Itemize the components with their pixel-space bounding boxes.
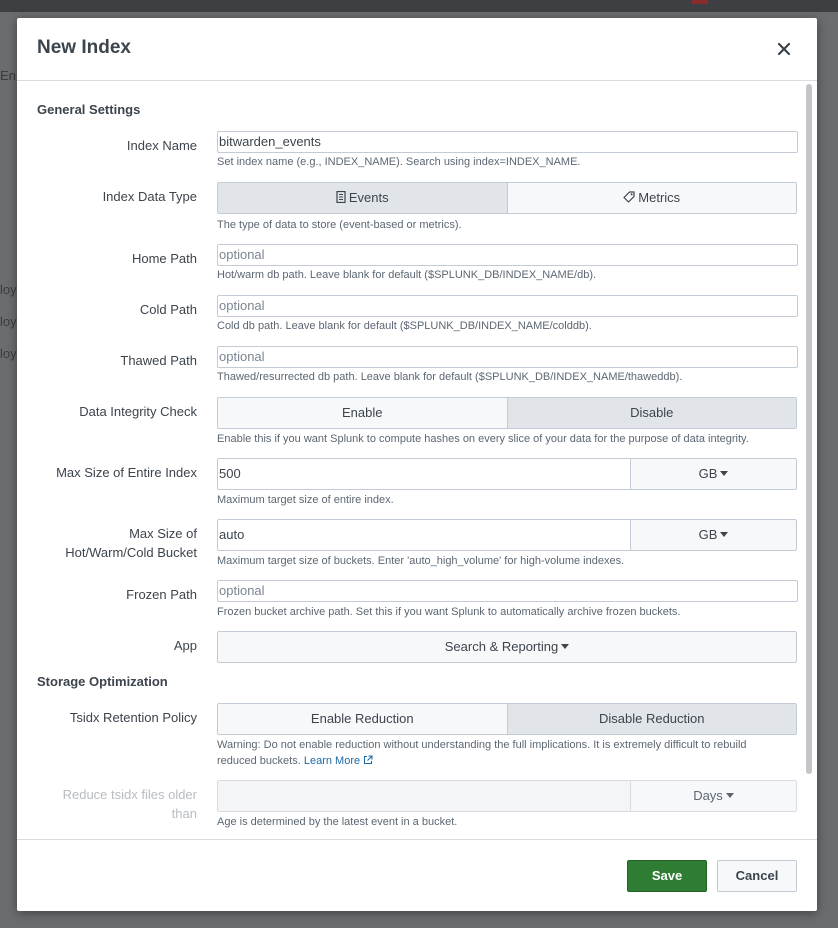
max-bucket-size-label-line2: Hot/Warm/Cold Bucket xyxy=(65,545,197,560)
max-bucket-size-unit-value: GB xyxy=(698,527,718,542)
home-path-help: Hot/warm db path. Leave blank for default ($SPLUNK_DB/INDEX_NAME/db). xyxy=(217,269,597,281)
reduce-tsidx-label-line2: than xyxy=(171,806,197,821)
data-type-events-label: Events xyxy=(348,190,389,205)
max-bucket-size-input[interactable]: auto xyxy=(217,519,632,551)
learn-more-link[interactable] xyxy=(304,755,373,767)
background-text: loy xyxy=(0,282,17,297)
background-alert-marker xyxy=(692,0,708,4)
home-path-input[interactable]: optional xyxy=(217,244,798,266)
integrity-label: Data Integrity Check xyxy=(79,404,197,419)
background-topbar xyxy=(0,0,838,12)
background-text: loy xyxy=(0,314,17,329)
reduce-tsidx-help: Age is determined by the latest event in a bucket. xyxy=(217,816,458,828)
app-select[interactable] xyxy=(217,631,797,663)
chevron-down-icon xyxy=(726,793,734,798)
thawed-path-label: Thawed Path xyxy=(120,353,197,368)
close-button[interactable] xyxy=(773,38,795,60)
enable-reduction-button[interactable]: Enable Reduction xyxy=(218,704,507,734)
thawed-path-input[interactable]: optional xyxy=(217,346,798,368)
frozen-path-input[interactable]: optional xyxy=(217,580,798,602)
integrity-help: Enable this if you want Splunk to compute hashes on every slice of your data for the purpose of data integrity. xyxy=(217,433,749,445)
index-name-help: Set index name (e.g., INDEX_NAME). Search using index=INDEX_NAME. xyxy=(217,156,581,168)
chevron-down-icon xyxy=(561,644,569,649)
max-bucket-size-help: Maximum target size of buckets. Enter 'auto_high_volume' for high-volume indexes. xyxy=(217,555,625,567)
frozen-path-help: Frozen bucket archive path. Set this if you want Splunk to automatically archive frozen buckets. xyxy=(217,606,681,618)
thawed-path-help: Thawed/resurrected db path. Leave blank for default ($SPLUNK_DB/INDEX_NAME/thaweddb). xyxy=(217,371,683,383)
data-type-events-button[interactable] xyxy=(218,183,507,213)
index-name-label: Index Name xyxy=(126,138,197,153)
external-link-icon xyxy=(363,755,373,765)
modal-title: New Index xyxy=(37,37,131,58)
section-storage-optimization: Storage Optimization xyxy=(37,674,168,689)
modal-body xyxy=(17,81,817,838)
new-index-modal xyxy=(17,18,817,911)
max-index-size-input[interactable]: 500 xyxy=(217,458,632,490)
tsidx-policy-label: Tsidx Retention Policy xyxy=(69,710,197,725)
scrollbar-thumb[interactable] xyxy=(806,84,812,774)
max-index-size-help: Maximum target size of entire index. xyxy=(217,494,394,506)
reduce-tsidx-unit-value: Days xyxy=(693,788,723,803)
reduce-tsidx-input[interactable] xyxy=(217,780,632,812)
max-index-size-unit-select[interactable] xyxy=(630,458,797,490)
data-type-label: Index Data Type xyxy=(102,189,197,204)
frozen-path-label: Frozen Path xyxy=(126,587,197,602)
app-select-value: Search & Reporting xyxy=(444,639,559,654)
modal-footer xyxy=(17,839,817,912)
tag-icon xyxy=(623,184,635,214)
reduce-tsidx-label xyxy=(63,785,197,823)
cold-path-input[interactable]: optional xyxy=(217,295,798,317)
reduce-tsidx-unit-select[interactable] xyxy=(630,780,797,812)
close-icon xyxy=(773,38,795,60)
home-path-label: Home Path xyxy=(131,251,197,266)
tsidx-policy-toggle xyxy=(217,703,797,735)
learn-more-label: Learn More xyxy=(303,755,361,767)
data-type-metrics-label: Metrics xyxy=(638,190,681,205)
data-type-toggle xyxy=(217,182,797,214)
integrity-enable-button[interactable]: Enable xyxy=(218,398,507,428)
background-text: En xyxy=(0,68,16,83)
tsidx-warning-line2 xyxy=(217,753,802,769)
app-label: App xyxy=(173,638,197,653)
reduce-tsidx-label-line1: Reduce tsidx files older xyxy=(62,787,197,802)
index-name-input[interactable]: bitwarden_events xyxy=(217,131,798,153)
modal-header xyxy=(17,18,817,81)
tsidx-warning-line1: Warning: Do not enable reduction without understanding the full implications. It is extremely difficult to rebuild xyxy=(217,739,747,751)
data-type-metrics-button[interactable] xyxy=(507,183,797,213)
cancel-button[interactable]: Cancel xyxy=(717,860,797,892)
chevron-down-icon xyxy=(720,471,728,476)
chevron-down-icon xyxy=(720,532,728,537)
max-index-size-unit-value: GB xyxy=(698,466,718,481)
integrity-toggle xyxy=(217,397,797,429)
background-text: loy xyxy=(0,346,17,361)
max-bucket-size-unit-select[interactable] xyxy=(630,519,797,551)
cold-path-label: Cold Path xyxy=(139,302,197,317)
modal-scrollbar[interactable] xyxy=(805,84,813,839)
integrity-disable-button[interactable]: Disable xyxy=(507,398,797,428)
data-type-help: The type of data to store (event-based or metrics). xyxy=(217,219,462,231)
tsidx-policy-help xyxy=(217,737,802,769)
save-button[interactable]: Save xyxy=(627,860,707,892)
section-general-settings: General Settings xyxy=(37,102,141,117)
cold-path-help: Cold db path. Leave blank for default ($SPLUNK_DB/INDEX_NAME/colddb). xyxy=(217,320,592,332)
document-icon xyxy=(336,184,346,214)
max-index-size-label: Max Size of Entire Index xyxy=(56,465,197,480)
disable-reduction-button[interactable]: Disable Reduction xyxy=(507,704,797,734)
max-bucket-size-label xyxy=(65,524,197,562)
max-bucket-size-label-line1: Max Size of xyxy=(129,526,197,541)
tsidx-warning-text: reduced buckets. xyxy=(217,755,301,767)
